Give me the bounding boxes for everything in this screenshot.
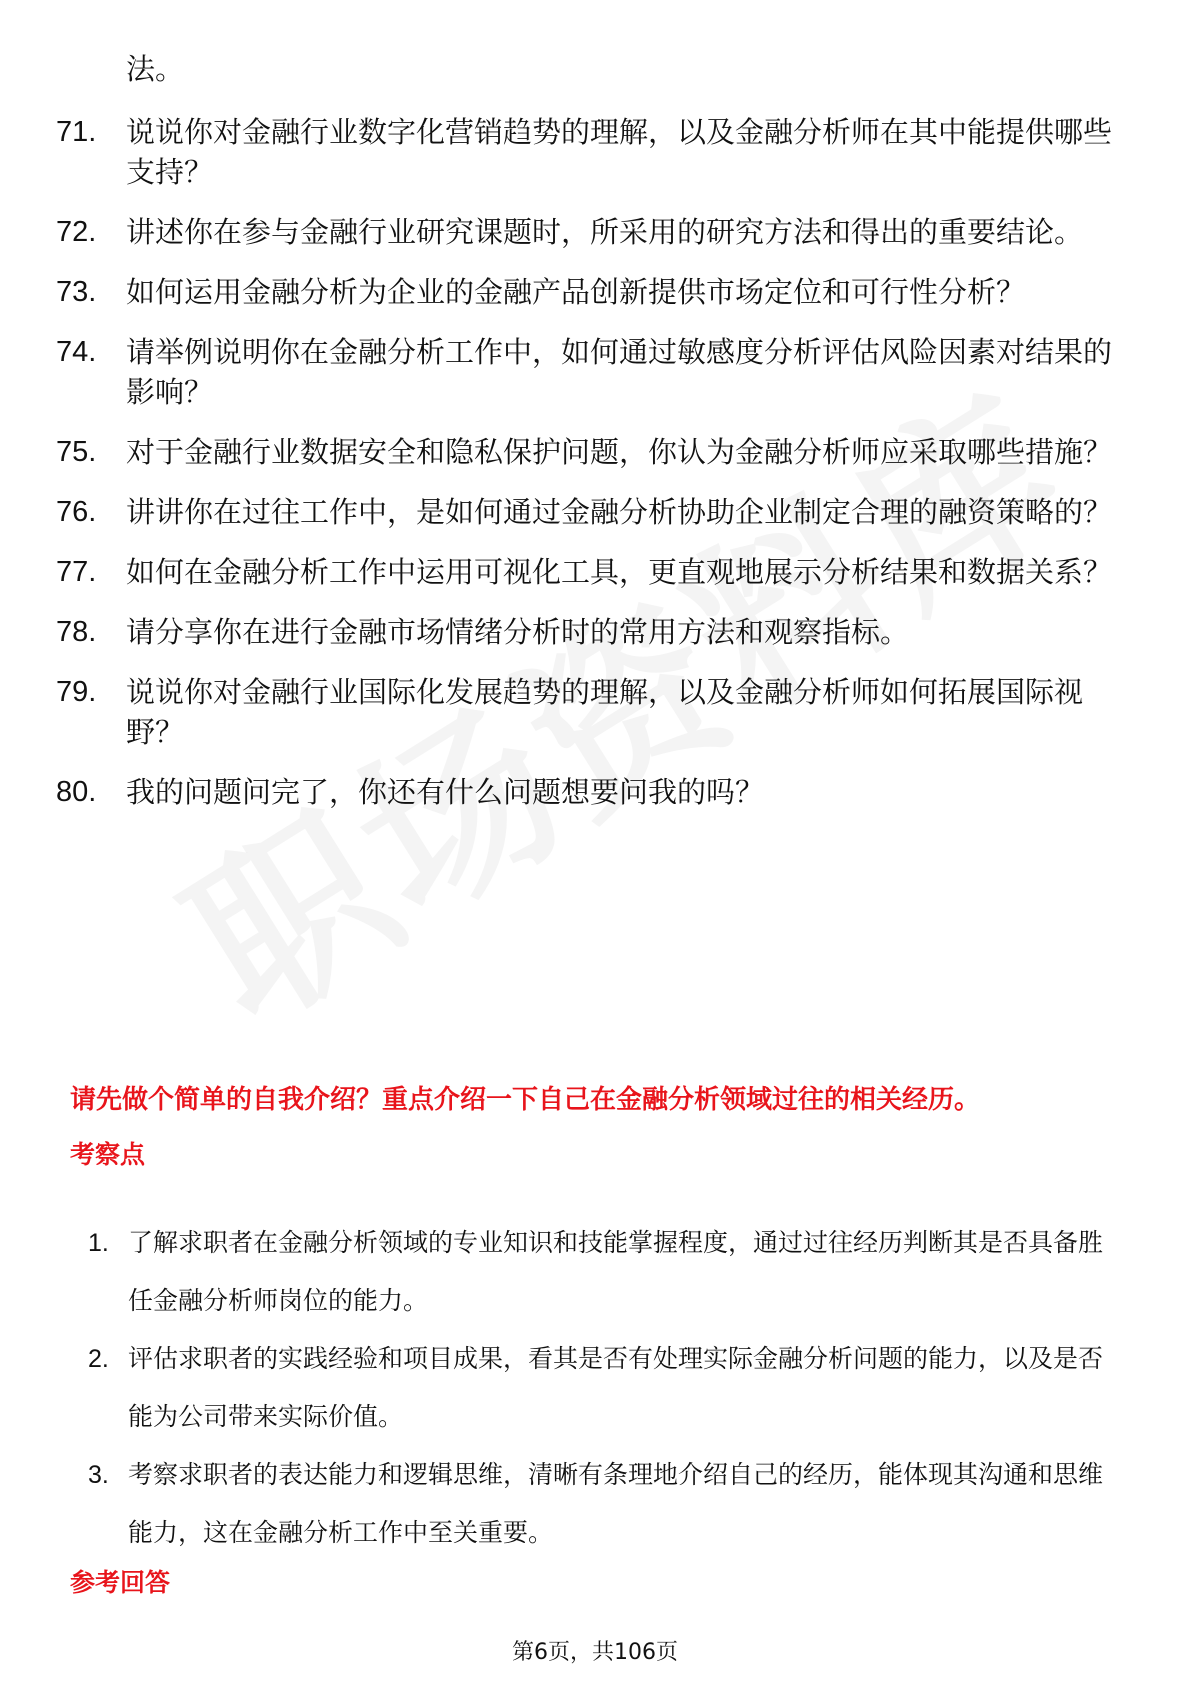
question-item bbox=[0, 272, 1190, 312]
question-number: 77. bbox=[56, 556, 97, 588]
examine-point-number: 2. bbox=[88, 1345, 109, 1373]
question-list bbox=[0, 112, 1190, 832]
question-number: 71. bbox=[56, 116, 97, 148]
question-number: 80. bbox=[56, 776, 97, 808]
question-item bbox=[0, 492, 1190, 532]
question-number: 74. bbox=[56, 336, 97, 368]
examine-point-item bbox=[0, 1330, 1190, 1446]
highlight-question: 请先做个简单的自我介绍？重点介绍一下自己在金融分析领域过往的相关经历。 bbox=[70, 1085, 981, 1115]
examine-point-text: 评估求职者的实践经验和项目成果，看其是否有处理实际金融分析问题的能力，以及是否能为公司带来实际价值。 bbox=[128, 1344, 1104, 1431]
examine-point-number: 1. bbox=[88, 1229, 109, 1257]
question-number: 76. bbox=[56, 496, 97, 528]
continuation-text: 法。 bbox=[126, 52, 185, 86]
question-item bbox=[0, 552, 1190, 592]
question-text: 讲讲你在过往工作中，是如何通过金融分析协助企业制定合理的融资策略的？ bbox=[126, 495, 1113, 529]
section-examine-heading: 考察点 bbox=[70, 1140, 146, 1169]
question-number: 75. bbox=[56, 436, 97, 468]
question-number: 72. bbox=[56, 216, 97, 248]
examine-point-number: 3. bbox=[88, 1461, 109, 1489]
examine-point-item bbox=[0, 1446, 1190, 1562]
question-text: 讲述你在参与金融行业研究课题时，所采用的研究方法和得出的重要结论。 bbox=[126, 215, 1084, 249]
question-text: 请分享你在进行金融市场情绪分析时的常用方法和观察指标。 bbox=[126, 615, 910, 649]
question-item bbox=[0, 672, 1190, 752]
question-text: 如何运用金融分析为企业的金融产品创新提供市场定位和可行性分析？ bbox=[126, 275, 1026, 309]
question-text: 对于金融行业数据安全和隐私保护问题，你认为金融分析师应采取哪些措施？ bbox=[126, 435, 1113, 469]
examine-point-item bbox=[0, 1214, 1190, 1330]
question-text: 如何在金融分析工作中运用可视化工具，更直观地展示分析结果和数据关系？ bbox=[126, 555, 1113, 589]
page-footer: 第6页，共106页 bbox=[512, 1640, 678, 1665]
question-item bbox=[0, 612, 1190, 652]
question-item bbox=[0, 432, 1190, 472]
question-text: 我的问题问完了，你还有什么问题想要问我的吗？ bbox=[126, 775, 765, 809]
examine-point-text: 了解求职者在金融分析领域的专业知识和技能掌握程度，通过过往经历判断其是否具备胜任金融分析师岗位的能力。 bbox=[128, 1228, 1104, 1315]
question-item bbox=[0, 772, 1190, 812]
examine-point-list bbox=[0, 1214, 1190, 1562]
question-item bbox=[0, 332, 1190, 412]
examine-point-text: 考察求职者的表达能力和逻辑思维，清晰有条理地介绍自己的经历，能体现其沟通和思维能力，这在金融分析工作中至关重要。 bbox=[128, 1460, 1104, 1547]
question-item bbox=[0, 112, 1190, 192]
question-number: 73. bbox=[56, 276, 97, 308]
question-text: 说说你对金融行业国际化发展趋势的理解，以及金融分析师如何拓展国际视野？ bbox=[126, 675, 1084, 749]
question-number: 78. bbox=[56, 616, 97, 648]
question-number: 79. bbox=[56, 676, 97, 708]
section-answer-heading: 参考回答 bbox=[70, 1568, 171, 1597]
question-text: 请举例说明你在金融分析工作中，如何通过敏感度分析评估风险因素对结果的影响？ bbox=[126, 335, 1113, 409]
question-text: 说说你对金融行业数字化营销趋势的理解，以及金融分析师在其中能提供哪些支持？ bbox=[126, 115, 1113, 189]
question-item bbox=[0, 212, 1190, 252]
